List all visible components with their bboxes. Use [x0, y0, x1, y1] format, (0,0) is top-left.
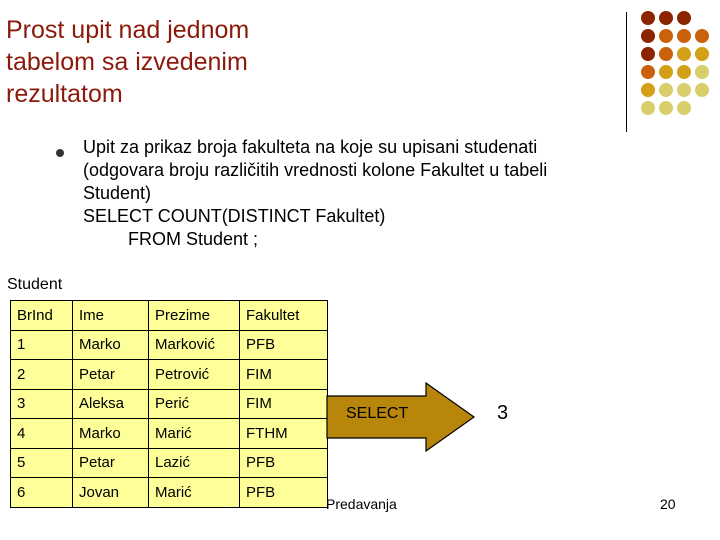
- bullet-line-3: Student): [83, 183, 152, 203]
- sql-line-2: FROM Student ;: [128, 229, 259, 249]
- header-cell: Prezime: [149, 301, 240, 331]
- bullet-line-2: (odgovara broju različitih vrednosti kolone Fakultet u tabeli: [83, 160, 548, 180]
- table-cell: 1: [11, 330, 73, 360]
- decorative-dot: [659, 11, 673, 25]
- arrow-label: SELECT: [346, 405, 409, 422]
- sql-line-1: SELECT COUNT(DISTINCT Fakultet): [83, 206, 386, 226]
- decorative-dot: [677, 11, 691, 25]
- table-cell: 2: [11, 360, 73, 390]
- bullet-text: [83, 136, 643, 251]
- table-row: [11, 478, 328, 508]
- title-line-2: tabelom sa izvedenim: [6, 48, 248, 76]
- table-cell: 3: [11, 389, 73, 419]
- decorative-dot: [659, 101, 673, 115]
- bullet-line-1: Upit za prikaz broja fakulteta na koje su upisani studenati: [83, 137, 538, 157]
- table-cell: Marić: [149, 478, 240, 508]
- table-caption: Student: [7, 276, 63, 293]
- footer-label: Predavanja: [326, 496, 397, 512]
- decorative-dot: [641, 47, 655, 61]
- table-cell: PFB: [240, 448, 328, 478]
- table-row: [11, 448, 328, 478]
- student-table: [10, 300, 328, 508]
- decorative-dot: [695, 29, 709, 43]
- decorative-dot: [677, 101, 691, 115]
- table-row: [11, 330, 328, 360]
- decorative-dot: [659, 29, 673, 43]
- query-result: 3: [497, 402, 509, 424]
- table-cell: Petrović: [149, 360, 240, 390]
- decorative-dot: [659, 65, 673, 79]
- header-cell: BrInd: [11, 301, 73, 331]
- table-cell: Petar: [73, 448, 149, 478]
- table-cell: Aleksa: [73, 389, 149, 419]
- title-line-1: Prost upit nad jednom: [6, 16, 250, 44]
- header-cell: Ime: [73, 301, 149, 331]
- table-cell: FTHM: [240, 419, 328, 449]
- table-cell: Marko: [73, 330, 149, 360]
- table-cell: PFB: [240, 478, 328, 508]
- title-line-3: rezultatom: [6, 80, 123, 108]
- header-cell: Fakultet: [240, 301, 328, 331]
- table-cell: Petar: [73, 360, 149, 390]
- table-cell: Perić: [149, 389, 240, 419]
- table-cell: 6: [11, 478, 73, 508]
- table-row: [11, 389, 328, 419]
- table-cell: FIM: [240, 389, 328, 419]
- decorative-divider: [626, 12, 627, 132]
- decorative-dot: [695, 83, 709, 97]
- decorative-dot: [677, 65, 691, 79]
- decorative-dot: [677, 83, 691, 97]
- page-number: 20: [660, 496, 676, 512]
- decorative-dot: [677, 47, 691, 61]
- table-cell: 4: [11, 419, 73, 449]
- decorative-dot: [641, 65, 655, 79]
- table-cell: 5: [11, 448, 73, 478]
- table-cell: FIM: [240, 360, 328, 390]
- table-cell: Marković: [149, 330, 240, 360]
- table-cell: Marko: [73, 419, 149, 449]
- decorative-dot: [641, 83, 655, 97]
- table-cell: Marić: [149, 419, 240, 449]
- decorative-dot: [641, 29, 655, 43]
- table-header-row: [11, 301, 328, 331]
- decorative-dot: [641, 11, 655, 25]
- decorative-dot: [659, 47, 673, 61]
- decorative-dot-grid: [640, 10, 720, 120]
- decorative-dot: [641, 101, 655, 115]
- decorative-dot: [695, 47, 709, 61]
- decorative-dot: [659, 83, 673, 97]
- table-row: [11, 360, 328, 390]
- decorative-dot: [677, 29, 691, 43]
- table-cell: Lazić: [149, 448, 240, 478]
- decorative-dot: [695, 65, 709, 79]
- slide-title: [6, 14, 326, 110]
- bullet-icon: [56, 149, 64, 157]
- table-cell: PFB: [240, 330, 328, 360]
- table-cell: Jovan: [73, 478, 149, 508]
- table-row: [11, 419, 328, 449]
